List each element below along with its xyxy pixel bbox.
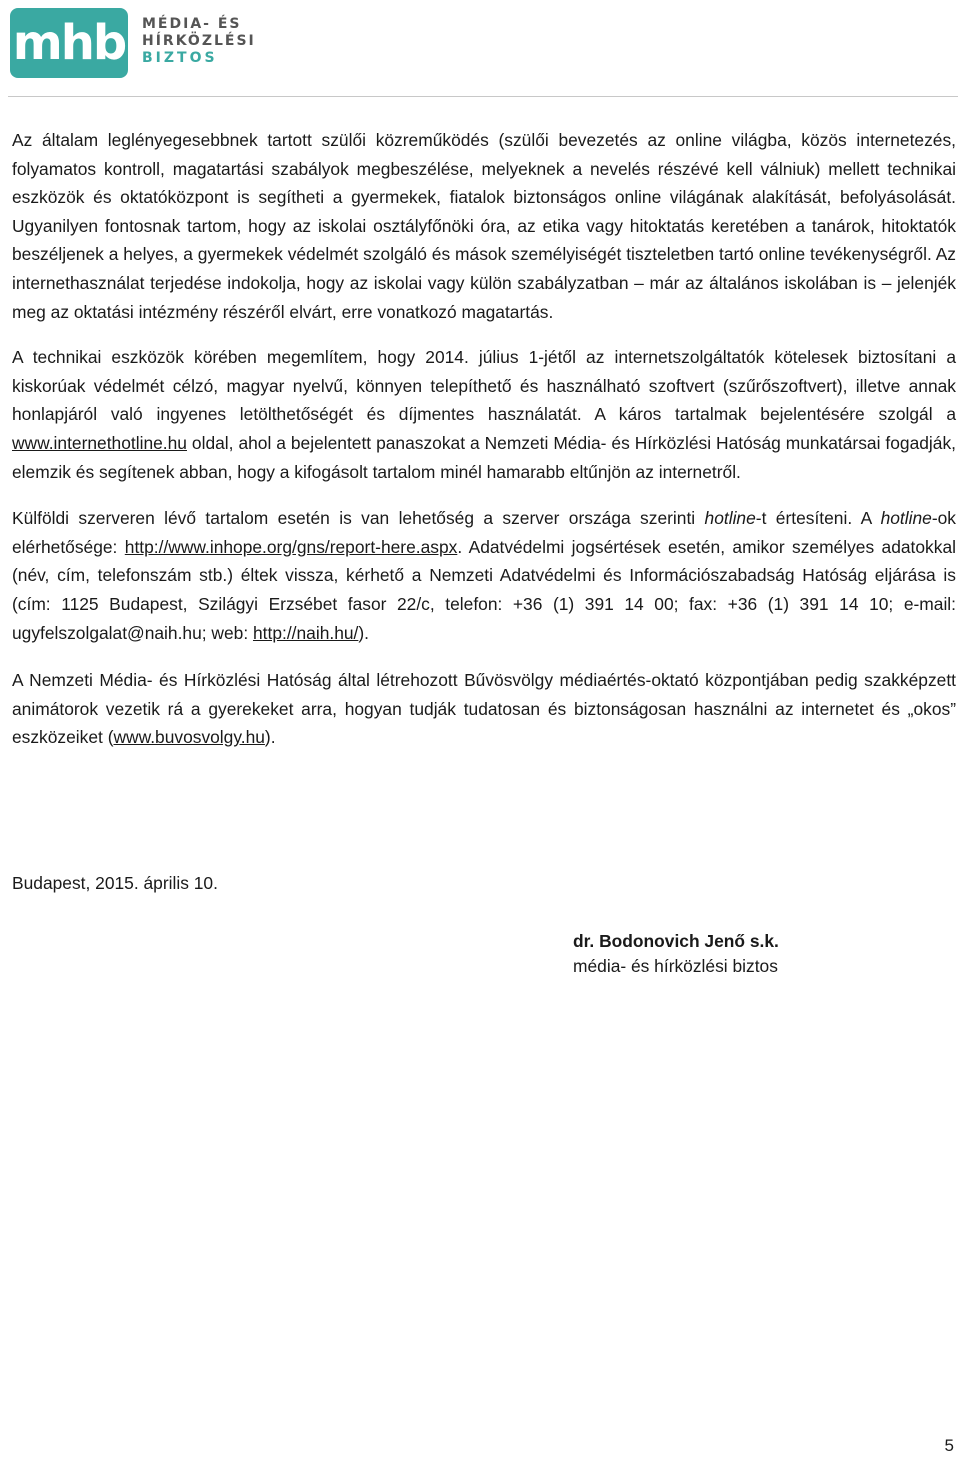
logo-line-2: HÍRKÖZLÉSI [142, 33, 256, 49]
signatory-title: média- és hírközlési biztos [573, 956, 778, 976]
paragraph-1 [12, 126, 956, 326]
document-body [12, 126, 956, 752]
logo-text [142, 16, 322, 67]
header [10, 8, 310, 78]
naih-link[interactable]: http://naih.hu/ [252, 622, 359, 643]
paragraph-4-text-a: A Nemzeti Média- és Hírközlési Hatóság által létrehozott Bűvösvölgy médiaértés-oktató központjában pedig szakképzett animátorok vezetik rá a gyerekeket arra, hogyan tudják tudatosan és biztonságosan használni az internetet és „okos” eszközeiket ( [12, 670, 956, 748]
logo-mark: mhb [10, 8, 128, 78]
document-date: Budapest, 2015. április 10. [12, 873, 218, 893]
paragraph-1-text: Az általam leglényegesebbnek tartott szülői közreműködés (szülői bevezetés az online világba, közös internetezés, folyamatos kontroll, magatartási szabályok megbeszélése, melyeknek a nevelés részévé kell válniuk) mellett technikai eszközök és oktatóközpont is segítheti a gyermekek, fiatalok biztonságos online világának alakítását, befolyásolását. Ugyanilyen fontosnak tartom, hogy az iskolai osztályfőnöki óra, az etika vagy hitoktatás keretében a tanárok, hitoktatók beszéljenek a helyes, a gyermekek védelmét szolgáló és mások személyiségét tiszteletben tartó online tevékenységről. Az internethasználat terjedése indokolja, hogy az iskolai vagy külön szabályzatban – már az általános iskolában is – jelenjék meg az oktatási intézmény részéről elvárt, erre vonatkozó magatartás. [12, 130, 956, 322]
paragraph-3 [12, 504, 956, 647]
header-divider [8, 96, 958, 97]
buvosvolgy-link[interactable]: www.buvosvolgy.hu [113, 727, 265, 748]
paragraph-3-text-d: . Adatvédelmi jogsértések esetén, amikor személyes adatokkal (név, cím, telefonszám stb.) éltek vissza, kérhető a Nemzeti Adatvédelmi és Információszabadság Hatóság eljárása is (cím: 1125 Budapest, Szilágyi Erzsébet fasor 22/c, telefon: +36 (1) 391 14 00; fax: +36 (1) 391 14 10; e-mail: ugyfelszolgalat@naih.hu; web: [12, 536, 956, 643]
paragraph-2-text-a: A technikai eszközök körében megemlítem, hogy 2014. július 1-jétől az internetszolgáltatók kötelesek biztosítani a kiskorúak védelmét célzó, magyar nyelvű, könnyen telepíthető és használható szoftvert (szűrőszoftvert), illetve annak honlapjáról való ingyenes letölthetőségét és díjmentes használatát. A káros tartalmak bejelentésére szolgál a [12, 347, 956, 425]
paragraph-4 [12, 666, 956, 752]
paragraph-2-text-b: oldal, ahol a bejelentett panaszokat a Nemzeti Média- és Hírközlési Hatóság munkatársai fogadják, elemzik és segítenek abban, hogy a kifogásolt tartalom minél hamarabb eltűnjön az internetről. [12, 432, 956, 482]
paragraph-2 [12, 343, 956, 486]
page-number: 5 [944, 1436, 954, 1455]
inhope-link[interactable]: http://www.inhope.org/gns/report-here.aspx [124, 536, 458, 557]
paragraph-3-text-b: -t értesíteni. A [755, 508, 881, 529]
hotline-italic-1: hotline [704, 508, 756, 529]
signatory-name: dr. Bodonovich Jenő s.k. [573, 931, 779, 951]
paragraph-3-text-a: Külföldi szerveren lévő tartalom esetén is van lehetőség a szerver országa szerinti [12, 508, 705, 529]
signature-block [573, 929, 779, 979]
hotline-italic-2: hotline [880, 508, 932, 529]
paragraph-4-text-b: ). [264, 727, 276, 748]
logo-line-1: MÉDIA- ÉS [142, 16, 242, 32]
paragraph-3-text-c: -ok elérhetősége: [12, 508, 957, 557]
paragraph-3-text-e: ). [358, 622, 369, 643]
internethotline-link[interactable]: www.internethotline.hu [12, 432, 187, 453]
logo-line-3: BIZTOS [142, 50, 218, 66]
